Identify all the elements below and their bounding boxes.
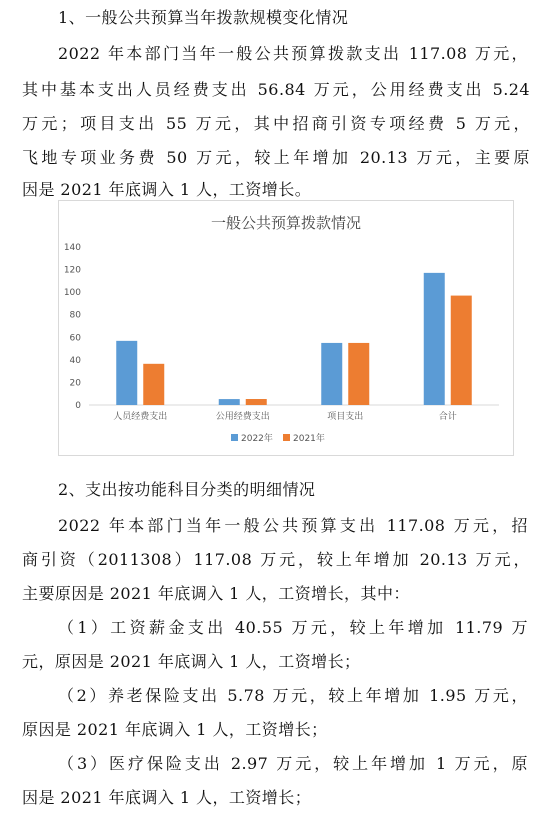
y-tick-label: 20: [69, 378, 81, 389]
section2-line-4: （1）工资薪金支出 40.55 万元，较上年增加 11.79 万: [58, 618, 528, 637]
x-category-label: 合计: [438, 412, 457, 422]
legend-swatch: [283, 434, 290, 441]
bar-2022年-人员经费支出: [116, 341, 137, 405]
legend-label: 2022年: [241, 434, 273, 444]
section2-line-3: 主要原因是 2021 年底调入 1 人，工资增长，其中：: [22, 584, 410, 603]
bar-2021年-合计: [451, 296, 472, 405]
chart-title: 一般公共预算拨款情况: [210, 214, 362, 232]
bar-2021年-项目支出: [348, 343, 369, 405]
section2-line-9: 因是 2021 年底调入 1 人，工资增长；: [22, 788, 312, 807]
bar-2021年-人员经费支出: [143, 364, 164, 405]
bar-2022年-公用经费支出: [219, 399, 240, 405]
section2-line-1: 2022 年本部门当年一般公共预算支出 117.08 万元，招: [58, 516, 528, 535]
bar-2021年-公用经费支出: [246, 399, 267, 405]
legend-swatch: [231, 434, 238, 441]
section2-line-6: （2）养老保险支出 5.78 万元，较上年增加 1.95 万元，: [58, 686, 528, 705]
y-tick-label: 0: [75, 401, 81, 411]
y-tick-label: 100: [63, 288, 81, 299]
section1-line-1: 2022 年本部门当年一般公共预算拨款支出 117.08 万元，: [58, 44, 528, 63]
section2-heading: 2、支出按功能科目分类的明细情况: [58, 480, 316, 499]
section1-line-5: 因是 2021 年底调入 1 人，工资增长。: [22, 180, 312, 199]
y-tick-label: 140: [63, 243, 81, 253]
y-tick-label: 80: [69, 310, 81, 321]
section1-line-2: 其中基本支出人员经费支出 56.84 万元，公用经费支出 5.24: [22, 80, 530, 99]
chart-canvas: [59, 201, 513, 455]
y-tick-label: 120: [63, 265, 81, 276]
y-tick-label: 60: [69, 333, 81, 344]
x-category-label: 项目支出: [327, 412, 364, 422]
x-category-label: 公用经费支出: [215, 412, 270, 422]
bar-2022年-项目支出: [321, 343, 342, 405]
section2-line-5: 元，原因是 2021 年底调入 1 人，工资增长；: [22, 652, 361, 671]
bar-2022年-合计: [424, 273, 445, 405]
x-category-label: 人员经费支出: [113, 412, 168, 422]
section2-line-7: 原因是 2021 年底调入 1 人，工资增长；: [22, 720, 328, 739]
section2-line-8: （3）医疗保险支出 2.97 万元，较上年增加 1 万元，原: [58, 754, 528, 773]
section2-line-2: 商引资（2011308）117.08 万元，较上年增加 20.13 万元，: [22, 550, 530, 569]
budget-chart: [58, 200, 514, 456]
y-tick-label: 40: [69, 355, 81, 366]
section1-line-3: 万元；项目支出 55 万元，其中招商引资专项经费 5 万元，: [22, 114, 530, 133]
legend-label: 2021年: [293, 434, 325, 444]
section1-heading: 1、一般公共预算当年拨款规模变化情况: [58, 8, 349, 27]
section1-line-4: 飞地专项业务费 50 万元，较上年增加 20.13 万元，主要原: [22, 148, 530, 167]
